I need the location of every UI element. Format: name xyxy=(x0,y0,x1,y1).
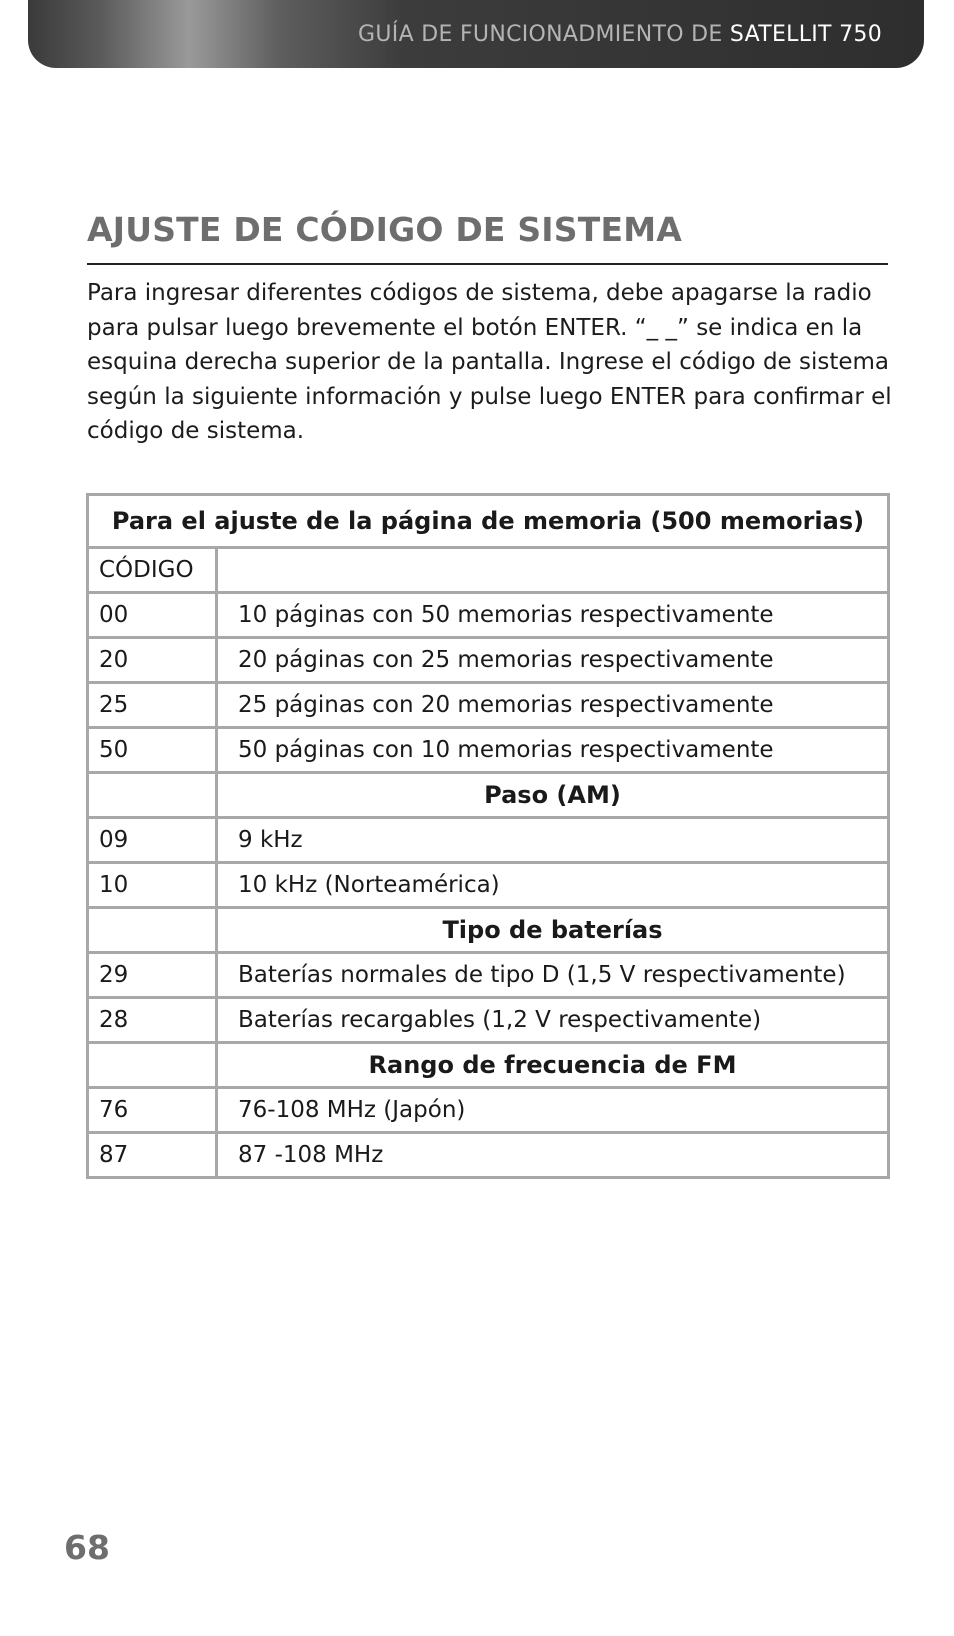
description-cell: 87 -108 MHz xyxy=(217,1133,889,1178)
code-cell: 28 xyxy=(88,998,217,1043)
group-heading-row xyxy=(88,1043,889,1088)
header-product-name: SATELLIT 750 xyxy=(729,22,882,47)
code-cell: 29 xyxy=(88,953,217,998)
table-row xyxy=(88,1088,889,1133)
code-cell: 10 xyxy=(88,863,217,908)
empty-code-cell xyxy=(88,1043,217,1088)
description-cell: 10 kHz (Norteamérica) xyxy=(217,863,889,908)
table-row xyxy=(88,728,889,773)
page-number: 68 xyxy=(64,1528,110,1567)
table-row xyxy=(88,683,889,728)
group-heading-row xyxy=(88,908,889,953)
empty-code-cell xyxy=(88,773,217,818)
code-cell: 87 xyxy=(88,1133,217,1178)
group-heading-row xyxy=(88,773,889,818)
description-cell: 25 páginas con 20 memorias respectivamente xyxy=(217,683,889,728)
system-code-table xyxy=(86,493,890,1179)
code-cell: 76 xyxy=(88,1088,217,1133)
description-cell: Baterías normales de tipo D (1,5 V respectivamente) xyxy=(217,953,889,998)
am-step-heading: Paso (AM) xyxy=(217,773,889,818)
table-row xyxy=(88,1133,889,1178)
table-row xyxy=(88,863,889,908)
table-row xyxy=(88,818,889,863)
table-row xyxy=(88,593,889,638)
description-cell: 9 kHz xyxy=(217,818,889,863)
battery-type-heading: Tipo de baterías xyxy=(217,908,889,953)
header-guide-label: GUÍA DE FUNCIONADMIENTO DE xyxy=(358,22,723,47)
header-bar xyxy=(28,0,924,68)
description-cell: 50 páginas con 10 memorias respectivamente xyxy=(217,728,889,773)
intro-paragraph: Para ingresar diferentes códigos de sistema, debe apagarse la radio para pulsar luego brevemente el botón ENTER. “_ _” se indica en la esquina derecha superior de la pantalla. Ingrese el código de sistema según la siguiente información y pulse luego ENTER para confirmar el código de sistema. xyxy=(87,280,892,444)
code-cell: 20 xyxy=(88,638,217,683)
code-cell: 09 xyxy=(88,818,217,863)
table-row xyxy=(88,638,889,683)
empty-code-cell xyxy=(88,908,217,953)
description-cell: 76-108 MHz (Japón) xyxy=(217,1088,889,1133)
title-divider xyxy=(87,263,888,265)
table-title: Para el ajuste de la página de memoria (500 memorias) xyxy=(88,495,889,548)
running-header xyxy=(358,22,882,47)
code-cell: 50 xyxy=(88,728,217,773)
description-cell: Baterías recargables (1,2 V respectivamente) xyxy=(217,998,889,1043)
fm-range-heading: Rango de frecuencia de FM xyxy=(217,1043,889,1088)
description-cell: 10 páginas con 50 memorias respectivamente xyxy=(217,593,889,638)
code-cell: 00 xyxy=(88,593,217,638)
description-cell: 20 páginas con 25 memorias respectivamente xyxy=(217,638,889,683)
code-column-header: CÓDIGO xyxy=(88,548,217,593)
table-row xyxy=(88,998,889,1043)
table-row xyxy=(88,953,889,998)
code-cell: 25 xyxy=(88,683,217,728)
section-title: AJUSTE DE CÓDIGO DE SISTEMA xyxy=(87,210,682,249)
empty-header-cell xyxy=(217,548,889,593)
